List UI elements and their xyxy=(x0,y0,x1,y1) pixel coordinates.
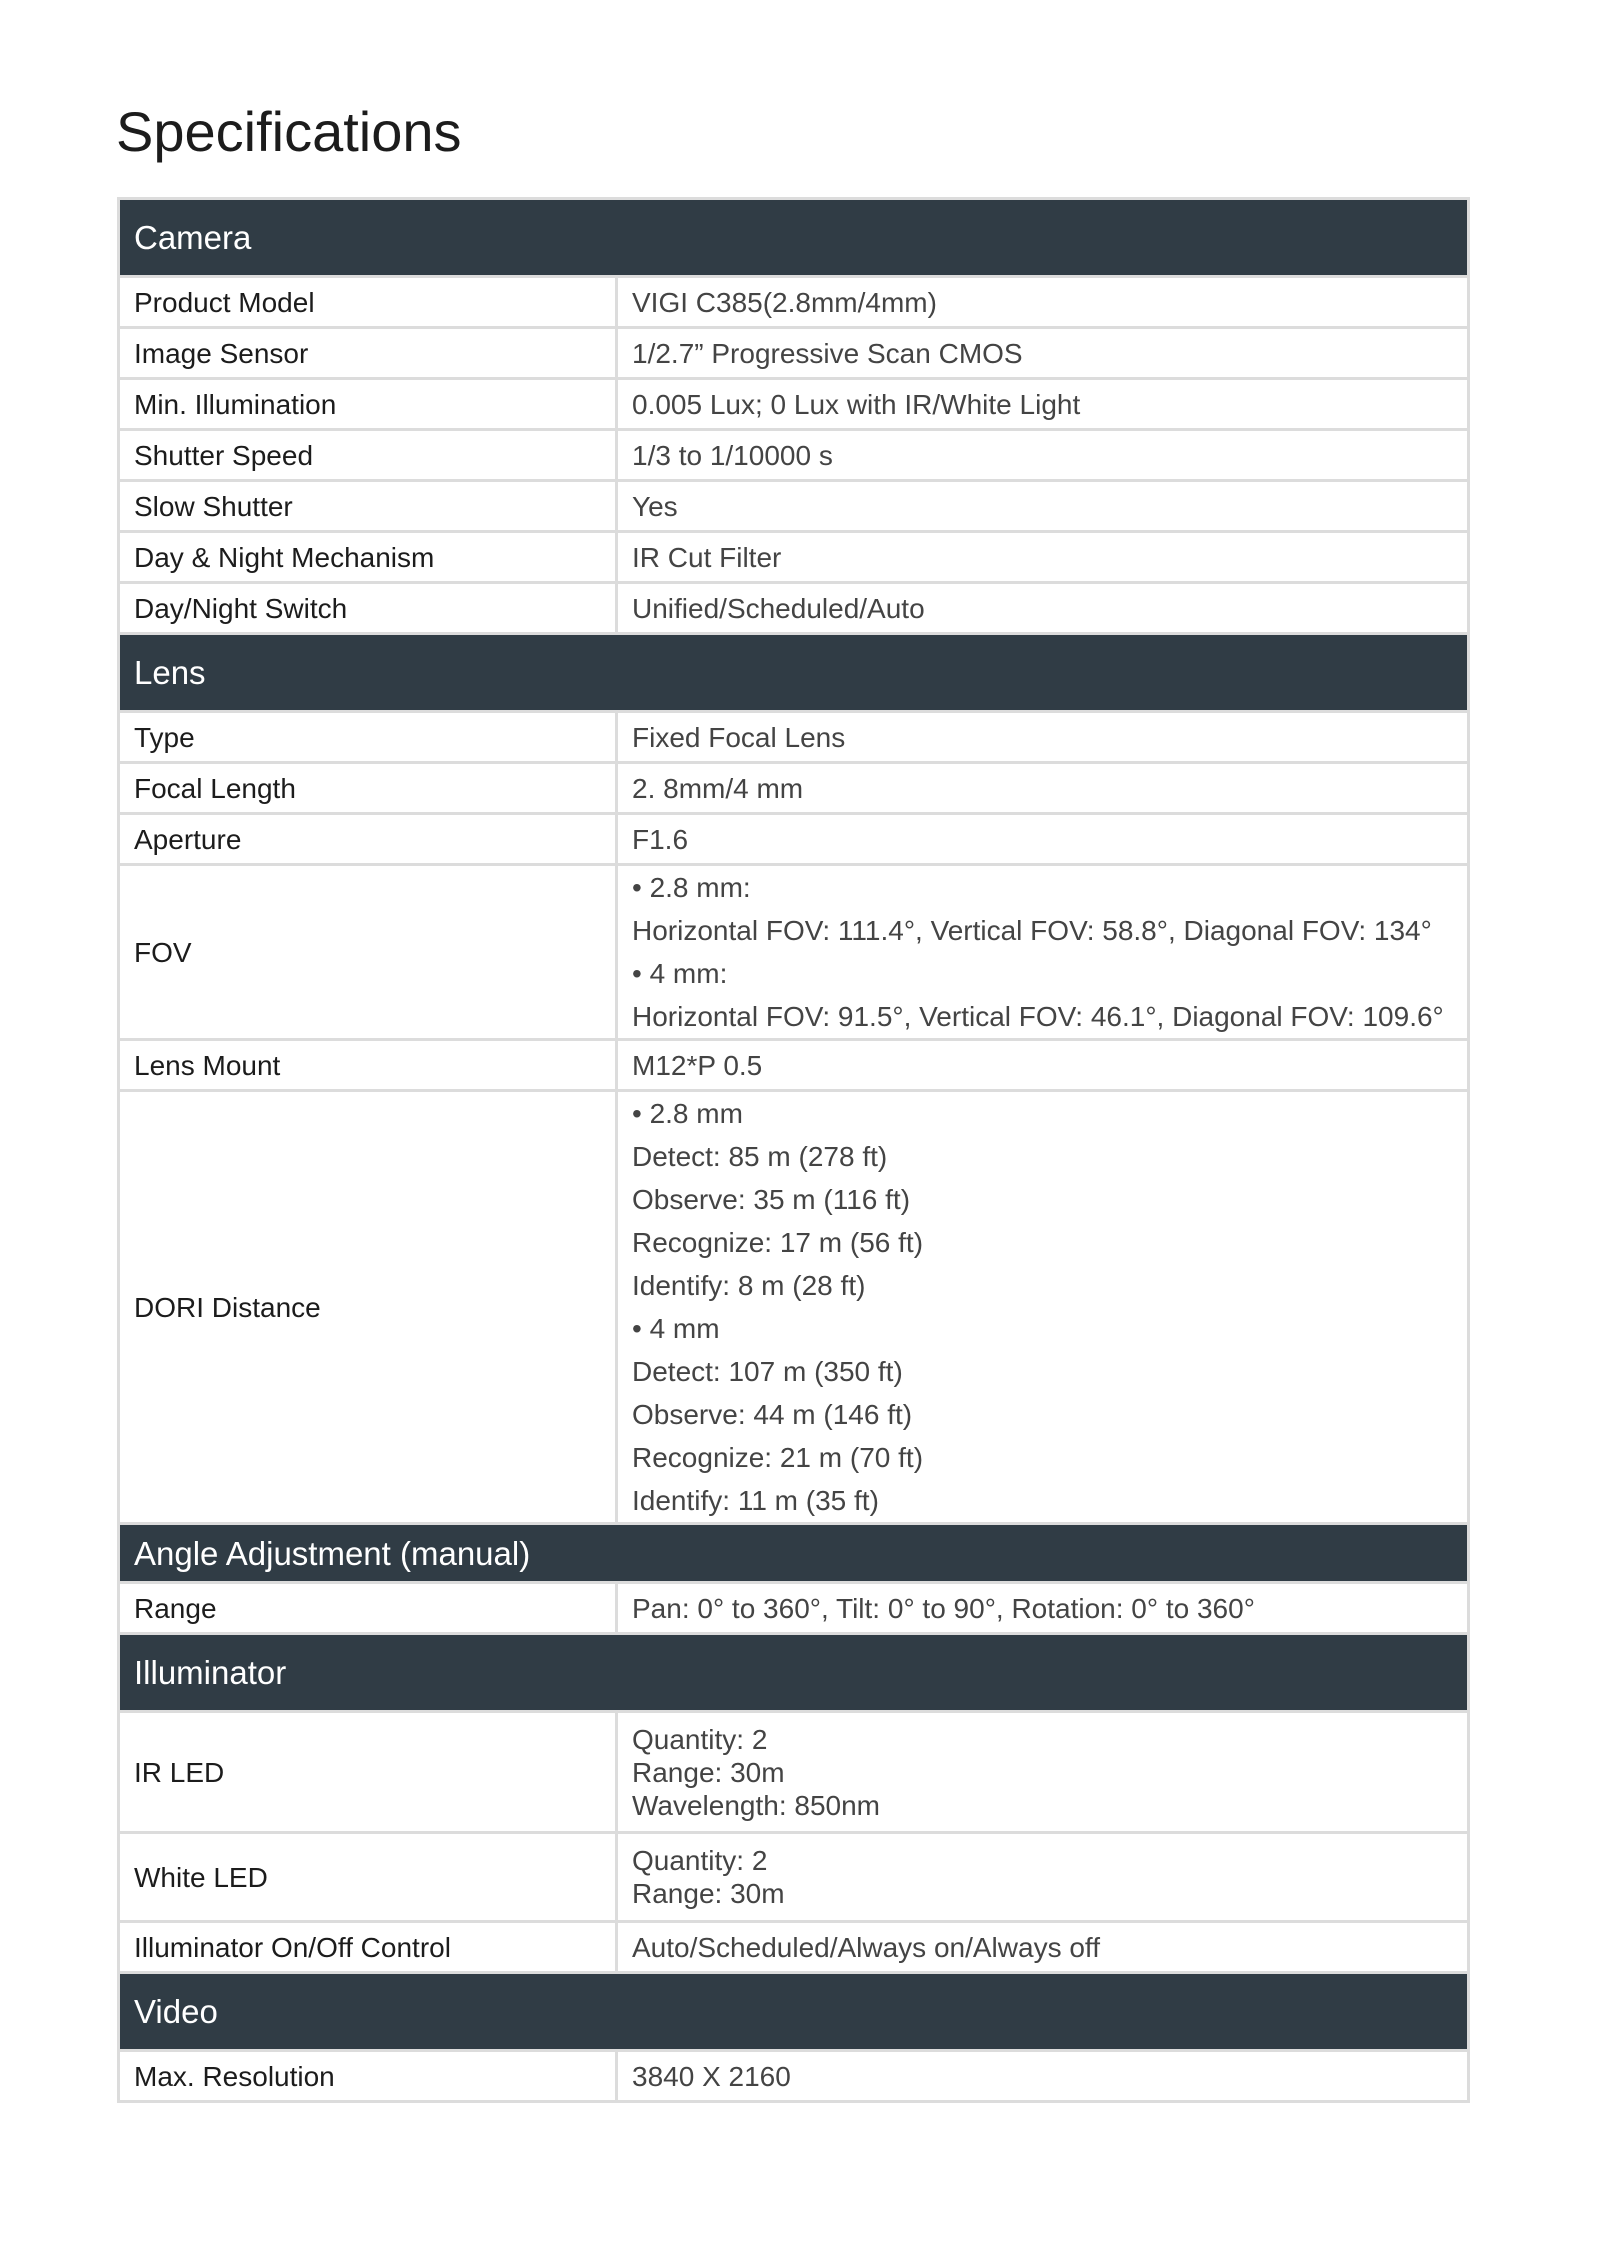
spec-label: FOV xyxy=(119,865,617,1040)
spec-value-line: Recognize: 21 m (70 ft) xyxy=(632,1442,924,1473)
spec-row xyxy=(119,277,1469,328)
spec-value-line: Pan: 0° to 360°, Tilt: 0° to 90°, Rotation: 0° to 360° xyxy=(632,1592,1255,1624)
spec-row xyxy=(119,328,1469,379)
spec-value-line: • 4 mm: xyxy=(632,958,728,989)
spec-value-line: Fixed Focal Lens xyxy=(632,721,846,753)
section-header-row xyxy=(119,1634,1469,1712)
spec-value xyxy=(617,1040,1469,1091)
spec-row xyxy=(119,1712,1469,1833)
spec-value-line: • 2.8 mm: xyxy=(632,872,751,903)
spec-label: Day & Night Mechanism xyxy=(119,532,617,583)
spec-value xyxy=(617,430,1469,481)
spec-value xyxy=(617,2051,1469,2102)
spec-row xyxy=(119,481,1469,532)
specifications-table-body xyxy=(119,199,1469,2102)
section-header-row xyxy=(119,1973,1469,2051)
spec-value-line: Horizontal FOV: 91.5°, Vertical FOV: 46.1°, Diagonal FOV: 109.6° xyxy=(632,1001,1444,1032)
spec-value-line: 1/2.7” Progressive Scan CMOS xyxy=(632,337,1023,369)
spec-value xyxy=(617,712,1469,763)
spec-row xyxy=(119,712,1469,763)
spec-value xyxy=(617,865,1469,1040)
spec-label: Slow Shutter xyxy=(119,481,617,532)
section-title: Angle Adjustment (manual) xyxy=(119,1524,1469,1583)
section-title: Video xyxy=(119,1973,1469,2051)
spec-value xyxy=(617,328,1469,379)
spec-label: Day/Night Switch xyxy=(119,583,617,634)
spec-value xyxy=(617,1833,1469,1922)
spec-value xyxy=(617,1922,1469,1973)
spec-row xyxy=(119,1040,1469,1091)
spec-label: Max. Resolution xyxy=(119,2051,617,2102)
spec-value xyxy=(617,481,1469,532)
spec-value-line: VIGI C385(2.8mm/4mm) xyxy=(632,286,937,318)
section-title: Illuminator xyxy=(119,1634,1469,1712)
spec-value xyxy=(617,814,1469,865)
spec-value xyxy=(617,379,1469,430)
spec-value-line: 2. 8mm/4 mm xyxy=(632,772,804,804)
spec-value-line: Horizontal FOV: 111.4°, Vertical FOV: 58.8°, Diagonal FOV: 134° xyxy=(632,915,1432,946)
section-title: Lens xyxy=(119,634,1469,712)
spec-label: Focal Length xyxy=(119,763,617,814)
spec-value-line: Quantity: 2 xyxy=(632,1845,768,1876)
spec-value-line: Detect: 107 m (350 ft) xyxy=(632,1356,903,1387)
section-header-row xyxy=(119,1524,1469,1583)
spec-value-line: 3840 X 2160 xyxy=(632,2060,791,2092)
spec-value-line: 0.005 Lux; 0 Lux with IR/White Light xyxy=(632,388,1081,420)
spec-label: IR LED xyxy=(119,1712,617,1833)
spec-value-line: Identify: 8 m (28 ft) xyxy=(632,1270,866,1301)
spec-row xyxy=(119,1833,1469,1922)
spec-row xyxy=(119,763,1469,814)
spec-value-line: Observe: 35 m (116 ft) xyxy=(632,1184,911,1215)
spec-label: Min. Illumination xyxy=(119,379,617,430)
spec-value-line: Auto/Scheduled/Always on/Always off xyxy=(632,1931,1100,1963)
spec-value-line: F1.6 xyxy=(632,823,689,855)
spec-label: Shutter Speed xyxy=(119,430,617,481)
spec-label: Aperture xyxy=(119,814,617,865)
spec-value xyxy=(617,763,1469,814)
spec-value-line: IR Cut Filter xyxy=(632,541,782,573)
spec-label: DORI Distance xyxy=(119,1091,617,1524)
spec-value-line: Range: 30m xyxy=(632,1878,785,1909)
spec-row xyxy=(119,430,1469,481)
spec-value-line: Observe: 44 m (146 ft) xyxy=(632,1399,913,1430)
spec-value-line: Unified/Scheduled/Auto xyxy=(632,592,925,624)
spec-label: White LED xyxy=(119,1833,617,1922)
spec-value xyxy=(617,1712,1469,1833)
section-header-row xyxy=(119,634,1469,712)
spec-value-line: Recognize: 17 m (56 ft) xyxy=(632,1227,924,1258)
spec-value-line: Detect: 85 m (278 ft) xyxy=(632,1141,888,1172)
spec-label: Product Model xyxy=(119,277,617,328)
section-title: Camera xyxy=(119,199,1469,277)
spec-value-line: Wavelength: 850nm xyxy=(632,1789,880,1821)
spec-value xyxy=(617,277,1469,328)
spec-row xyxy=(119,532,1469,583)
specifications-table xyxy=(117,197,1470,2103)
spec-row xyxy=(119,1583,1469,1634)
spec-row xyxy=(119,2051,1469,2102)
spec-label: Image Sensor xyxy=(119,328,617,379)
spec-row xyxy=(119,1091,1469,1524)
spec-row xyxy=(119,1922,1469,1973)
spec-value xyxy=(617,583,1469,634)
spec-row xyxy=(119,865,1469,1040)
spec-label: Type xyxy=(119,712,617,763)
spec-value xyxy=(617,532,1469,583)
spec-value-line: M12*P 0.5 xyxy=(632,1049,763,1081)
spec-value-line: • 2.8 mm xyxy=(632,1098,743,1129)
spec-label: Illuminator On/Off Control xyxy=(119,1922,617,1973)
spec-value-line: • 4 mm xyxy=(632,1313,720,1344)
spec-row xyxy=(119,814,1469,865)
section-header-row xyxy=(119,199,1469,277)
spec-row xyxy=(119,379,1469,430)
spec-value-line: 1/3 to 1/10000 s xyxy=(632,439,833,471)
spec-value-line: Yes xyxy=(632,490,678,522)
page-title: Specifications xyxy=(116,100,462,163)
spec-label: Lens Mount xyxy=(119,1040,617,1091)
spec-row xyxy=(119,583,1469,634)
spec-value xyxy=(617,1091,1469,1524)
spec-label: Range xyxy=(119,1583,617,1634)
spec-value xyxy=(617,1583,1469,1634)
spec-value-line: Range: 30m xyxy=(632,1756,785,1788)
spec-value-line: Identify: 11 m (35 ft) xyxy=(632,1485,879,1516)
spec-value-line: Quantity: 2 xyxy=(632,1723,768,1755)
